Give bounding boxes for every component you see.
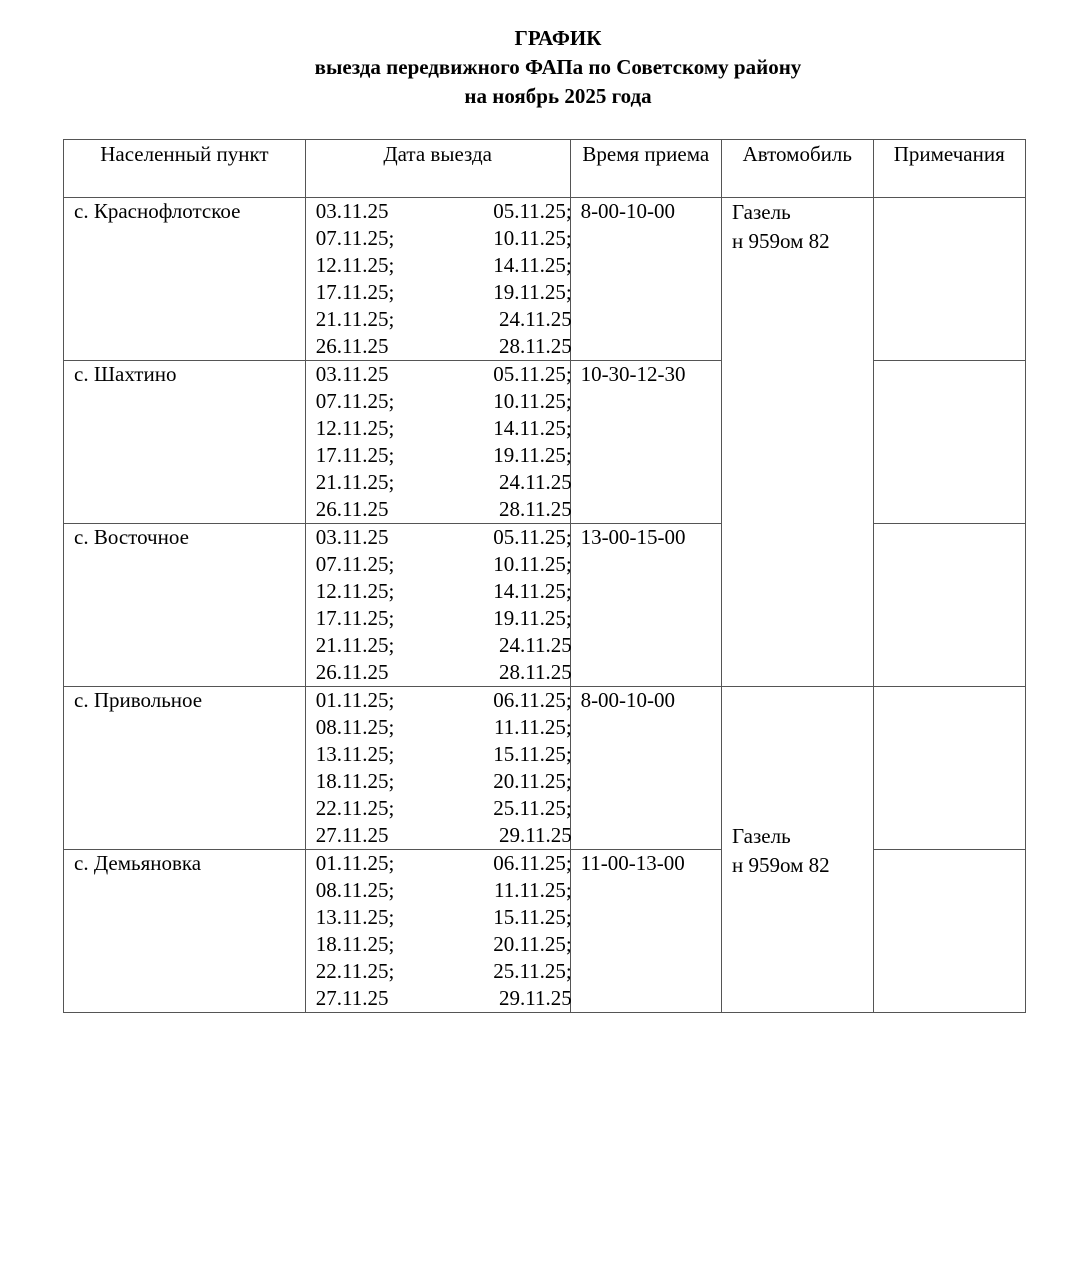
date-left: 03.11.25 xyxy=(315,199,389,223)
date-right: 24.11.25 xyxy=(499,307,572,331)
dates-cell xyxy=(305,687,570,850)
date-right: 19.11.25; xyxy=(493,280,572,304)
date-left: 03.11.25 xyxy=(315,362,389,386)
date-right: 28.11.25 xyxy=(499,497,572,521)
date-left: 13.11.25; xyxy=(315,742,395,766)
dates-list xyxy=(306,198,570,360)
dates-list xyxy=(306,524,570,686)
date-right: 06.11.25; xyxy=(493,688,572,712)
dates-list xyxy=(306,361,570,523)
table-row xyxy=(64,687,1026,850)
notes-cell xyxy=(873,850,1026,1013)
date-left: 27.11.25 xyxy=(315,986,389,1010)
car-plate: н 959ом 82 xyxy=(732,853,830,877)
dates-cell xyxy=(305,198,570,361)
date-left: 01.11.25; xyxy=(315,851,395,875)
place-cell: с. Привольное xyxy=(64,687,306,850)
date-right: 29.11.25 xyxy=(499,823,572,847)
date-left: 18.11.25; xyxy=(315,932,395,956)
date-left: 17.11.25; xyxy=(315,443,395,467)
dates-cell xyxy=(305,524,570,687)
place-cell: с. Демьяновка xyxy=(64,850,306,1013)
date-right: 05.11.25; xyxy=(493,199,572,223)
date-right: 29.11.25 xyxy=(499,986,572,1010)
table-row xyxy=(64,524,1026,687)
dates-list xyxy=(306,850,570,1012)
date-left: 03.11.25 xyxy=(315,525,389,549)
time-cell: 8-00-10-00 xyxy=(570,687,721,850)
date-left: 12.11.25; xyxy=(315,416,395,440)
date-left: 08.11.25; xyxy=(315,715,395,739)
car-plate: н 959ом 82 xyxy=(732,229,830,253)
table-header-row xyxy=(64,140,1026,198)
date-right: 06.11.25; xyxy=(493,851,572,875)
header-place: Населенный пункт xyxy=(64,140,306,198)
date-right: 20.11.25; xyxy=(493,769,572,793)
date-left: 22.11.25; xyxy=(315,796,395,820)
table-row xyxy=(64,361,1026,524)
date-right: 10.11.25; xyxy=(493,389,572,413)
dates-cell xyxy=(305,850,570,1013)
dates-list xyxy=(306,687,570,849)
place-cell: с. Восточное xyxy=(64,524,306,687)
date-right: 14.11.25; xyxy=(493,579,572,603)
place-cell: с. Краснофлотское xyxy=(64,198,306,361)
date-left: 12.11.25; xyxy=(315,253,395,277)
document-title xyxy=(0,24,1066,111)
date-left: 07.11.25; xyxy=(315,389,395,413)
time-cell: 13-00-15-00 xyxy=(570,524,721,687)
date-right: 25.11.25; xyxy=(493,959,572,983)
title-line-3: на ноябрь 2025 года xyxy=(464,84,652,108)
date-right: 24.11.25 xyxy=(499,633,572,657)
car-model: Газель xyxy=(732,824,791,848)
date-right: 28.11.25 xyxy=(499,660,572,684)
dates-cell xyxy=(305,361,570,524)
time-cell: 11-00-13-00 xyxy=(570,850,721,1013)
time-cell: 10-30-12-30 xyxy=(570,361,721,524)
date-left: 21.11.25; xyxy=(315,633,395,657)
title-line-2: выезда передвижного ФАПа по Советскому району xyxy=(314,55,802,79)
car-info xyxy=(732,822,830,880)
date-right: 11.11.25; xyxy=(493,878,572,902)
date-left: 21.11.25; xyxy=(315,470,395,494)
date-left: 13.11.25; xyxy=(315,905,395,929)
notes-cell xyxy=(873,361,1026,524)
date-right: 19.11.25; xyxy=(493,443,572,467)
car-cell xyxy=(722,687,873,1013)
date-left: 17.11.25; xyxy=(315,280,395,304)
date-right: 05.11.25; xyxy=(493,362,572,386)
schedule-table xyxy=(63,139,1026,1013)
date-left: 07.11.25; xyxy=(315,226,395,250)
date-left: 21.11.25; xyxy=(315,307,395,331)
place-cell: с. Шахтино xyxy=(64,361,306,524)
date-right: 05.11.25; xyxy=(493,525,572,549)
date-right: 19.11.25; xyxy=(493,606,572,630)
date-left: 12.11.25; xyxy=(315,579,395,603)
date-left: 26.11.25 xyxy=(315,497,389,521)
table-row xyxy=(64,198,1026,361)
car-cell xyxy=(722,198,873,687)
date-right: 15.11.25; xyxy=(493,905,572,929)
header-time: Время приема xyxy=(570,140,721,198)
header-notes: Примечания xyxy=(873,140,1026,198)
date-left: 27.11.25 xyxy=(315,823,389,847)
date-left: 01.11.25; xyxy=(315,688,395,712)
car-model: Газель xyxy=(732,200,791,224)
header-car: Автомобиль xyxy=(722,140,873,198)
notes-cell xyxy=(873,198,1026,361)
notes-cell xyxy=(873,524,1026,687)
time-cell: 8-00-10-00 xyxy=(570,198,721,361)
date-right: 10.11.25; xyxy=(493,226,572,250)
date-left: 08.11.25; xyxy=(315,878,395,902)
header-dates: Дата выезда xyxy=(305,140,570,198)
date-right: 14.11.25; xyxy=(493,253,572,277)
date-left: 26.11.25 xyxy=(315,334,389,358)
table-row xyxy=(64,850,1026,1013)
date-right: 11.11.25; xyxy=(493,715,572,739)
date-left: 22.11.25; xyxy=(315,959,395,983)
date-left: 17.11.25; xyxy=(315,606,395,630)
date-right: 15.11.25; xyxy=(493,742,572,766)
date-right: 24.11.25 xyxy=(499,470,572,494)
date-right: 25.11.25; xyxy=(493,796,572,820)
date-left: 07.11.25; xyxy=(315,552,395,576)
date-right: 10.11.25; xyxy=(493,552,572,576)
schedule-body xyxy=(64,198,1026,1013)
date-left: 26.11.25 xyxy=(315,660,389,684)
notes-cell xyxy=(873,687,1026,850)
date-left: 18.11.25; xyxy=(315,769,395,793)
date-right: 14.11.25; xyxy=(493,416,572,440)
date-right: 20.11.25; xyxy=(493,932,572,956)
car-info xyxy=(732,198,830,256)
title-line-1: ГРАФИК xyxy=(514,26,602,50)
date-right: 28.11.25 xyxy=(499,334,572,358)
